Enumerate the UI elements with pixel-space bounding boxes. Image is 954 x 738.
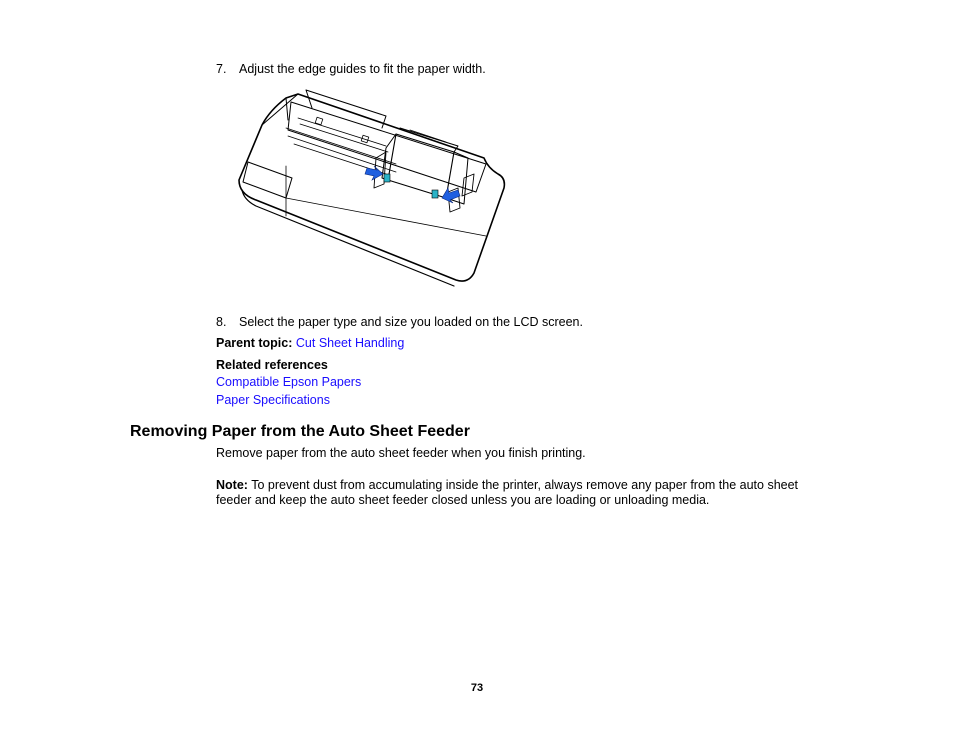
printer-illustration — [236, 88, 508, 288]
step-8-number: 8. — [216, 315, 227, 329]
note — [216, 478, 806, 508]
printer-edge-guides-diagram — [236, 88, 508, 288]
step-7-number: 7. — [216, 62, 227, 76]
section-intro: Remove paper from the auto sheet feeder when you finish printing. — [216, 446, 586, 460]
related-references-heading: Related references — [216, 358, 328, 372]
page-number: 73 — [470, 682, 484, 694]
note-text: To prevent dust from accumulating inside the printer, always remove any paper from the auto sheet feeder and keep the auto sheet feeder closed unless you are loading or unloading media. — [216, 478, 799, 507]
parent-topic-label: Parent topic: — [216, 336, 293, 350]
step-7 — [216, 62, 486, 77]
related-link-compatible-papers[interactable]: Compatible Epson Papers — [216, 375, 362, 389]
parent-topic-link[interactable]: Cut Sheet Handling — [295, 336, 405, 350]
step-8-text: Select the paper type and size you loaded on the LCD screen. — [239, 315, 583, 329]
step-8 — [216, 315, 583, 330]
section-heading: Removing Paper from the Auto Sheet Feeder — [130, 423, 470, 440]
step-7-text: Adjust the edge guides to fit the paper width. — [239, 62, 486, 76]
note-label: Note: — [216, 478, 248, 492]
related-link-paper-specifications[interactable]: Paper Specifications — [216, 393, 330, 407]
parent-topic — [216, 336, 404, 351]
